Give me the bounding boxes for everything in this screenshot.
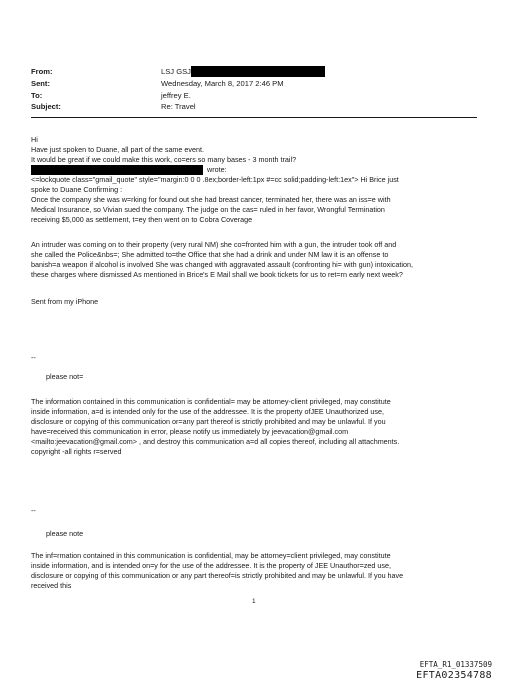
body-line: Hi — [31, 135, 38, 144]
body-line: Sent from my iPhone — [31, 297, 99, 306]
body-line: received this — [31, 581, 72, 590]
body-line: It would be great if we could make this work, co=ers so many bases - 3 month trail? — [31, 155, 297, 164]
body-line: spoke to Duane Confirming : — [31, 185, 123, 194]
redaction-bar — [191, 66, 325, 77]
body-line: The inf=rmation contained in this communication is confidential, may be attorney=client privileged, may constitute — [31, 551, 391, 560]
body-line: <=lockquote class="gmail_quote" style="margin:0 0 0 .8ex;border-left:1px #=cc solid;padding-left:1ex"> Hi Brice just — [31, 175, 399, 184]
body-line: inside information, and is intended on=y for the use of the addressee. It is the property of JEE Unauthor=zed use, — [31, 561, 391, 570]
body-line: please not= — [46, 372, 84, 381]
body-line: inside information, a=d is intended only for the use of the addressee. It is the property ofJEE Unauthorized use, — [31, 407, 384, 416]
separator-line: -- — [31, 506, 36, 515]
separator-line: -- — [31, 353, 36, 362]
body-line: The information contained in this communication is confidential= may be attorney-client privileged, may constitute — [31, 397, 391, 406]
footer-reference-id: EFTA_R1_01337509 — [419, 660, 492, 669]
body-line: An intruder was coming on to their property (very rural NM) she co=fronted him with a gun, the intruder took off and — [31, 240, 397, 249]
body-line: these charges where dismissed As mentioned in Brice's E Mail shall we book tickets for us to ret=rn early next week? — [31, 270, 403, 279]
to-label: To: — [31, 91, 43, 100]
subject-label: Subject: — [31, 102, 61, 111]
to-value: jeffrey E. — [161, 91, 191, 100]
from-label: From: — [31, 67, 53, 76]
body-line: wrote: — [207, 165, 227, 174]
body-line: she called the Police&nbs=; She admitted to=the Office that she had a drink and under NM law it is an offense to — [31, 250, 389, 259]
body-line: disclosure or copying of this communication or=any part thereof is strictly prohibited and may be unlawful. If you — [31, 417, 386, 426]
subject-value: Re: Travel — [161, 102, 196, 111]
body-line: receiving $5,000 as settlement, t=ey then went on to Cobra Coverage — [31, 215, 253, 224]
sent-value: Wednesday, March 8, 2017 2:46 PM — [161, 79, 284, 88]
from-value: LSJ GSJ — [161, 67, 191, 76]
body-line: disclosure or copying of this communication or any part thereof=is strictly prohibited and may be unlawful. If you have — [31, 571, 404, 580]
body-line: have=received this communication in error, please notify us immediately by jeevacation@gmail.com — [31, 427, 349, 436]
body-line: banish=a weapon if alcohol is involved She was changed with aggravated assault (confronting hi= with gun) intoxication, — [31, 260, 413, 269]
body-line: please note — [46, 529, 84, 538]
body-line: <mailto:jeevacation@gmail.com> , and destroy this communication a=d all copies thereof, including all attachments. — [31, 437, 400, 446]
body-line: Once the company she was w=rking for found out she had breast cancer, terminated her, there was an iss=e with — [31, 195, 391, 204]
body-line: Medical Insurance, so Vivian sued the company. The judge on the cas= ruled in her favor, Wrongful Termination — [31, 205, 385, 214]
body-line: Have just spoken to Duane, all part of the same event. — [31, 145, 204, 154]
sent-label: Sent: — [31, 79, 50, 88]
body-line: copyright -all rights r=served — [31, 447, 122, 456]
footer-bates-number: EFTA02354788 — [416, 670, 492, 681]
page-number: 1 — [252, 598, 256, 605]
header-divider — [31, 117, 477, 118]
redaction-bar — [31, 165, 203, 175]
